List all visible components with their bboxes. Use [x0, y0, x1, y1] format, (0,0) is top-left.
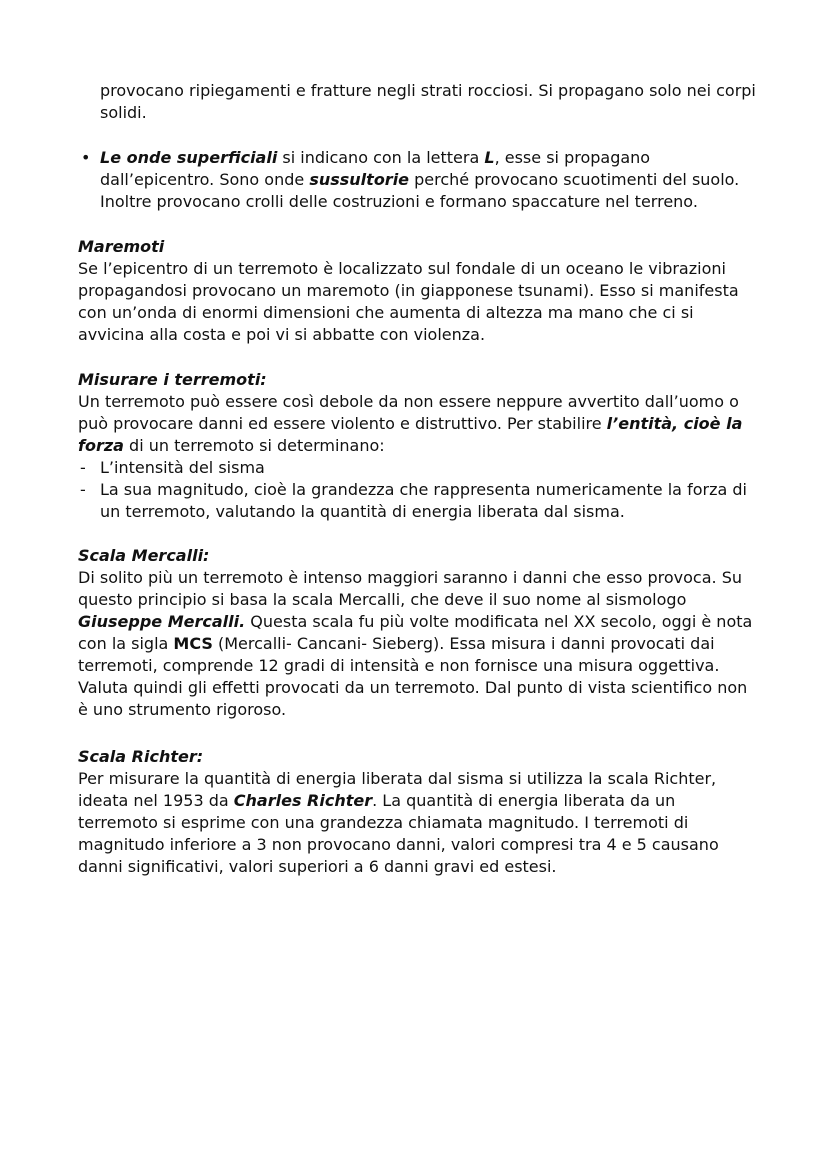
list-item	[78, 457, 758, 479]
richter-heading: Scala Richter:	[78, 747, 204, 766]
text-run: , esse si propagano dall’epicentro. Sono onde	[100, 148, 651, 189]
maremoti-section	[78, 236, 758, 346]
text-run: Un terremoto può essere così debole da non essere neppure avvertito dall’uomo o può provocare danni ed essere violento e distruttivo. Per stabilire	[78, 392, 739, 433]
text-run: (Mercalli- Cancani- Sieberg). Essa misura i danni provocati dai terremoti, comprende 12 gradi di intensità e non fornisce una misura oggettiva. Valuta quindi gli effetti provocati da un terremoto. Dal punto di vista scientifico non è uno strumento rigoroso.	[78, 634, 748, 719]
continuation-paragraph	[78, 80, 758, 124]
mercalli-section	[78, 545, 758, 721]
richter-text	[78, 768, 758, 878]
maremoti-text: Se l’epicentro di un terremoto è localizzato sul fondale di un oceano le vibrazioni propagandosi provocano un maremoto (in giapponese tsunami). Esso si manifesta con un’onda di enormi dimensioni che aumenta di altezza ma mano che ci si avvicina alla costa e poi vi si abbatte con violenza.	[78, 259, 739, 344]
list-item-text: L’intensità del sisma	[100, 458, 265, 477]
mercalli-acronym: MCS	[173, 634, 213, 653]
text-run: Di solito più un terremoto è intenso maggiori saranno i danni che esso provoca. Su questo principio si basa la scala Mercalli, che deve il suo nome al sismologo	[78, 568, 742, 609]
wave-kind: sussultorie	[309, 170, 410, 189]
misurare-emphasis: l’entità, cioè la forza	[78, 414, 743, 455]
misurare-section	[78, 369, 758, 523]
dash-marker: -	[80, 480, 86, 499]
misurare-text	[78, 391, 758, 457]
misurare-heading: Misurare i terremoti:	[78, 370, 267, 389]
bullet-icon: •	[81, 148, 91, 167]
list-item-text: La sua magnitudo, cioè la grandezza che rappresenta numericamente la forza di un terremoto, valutando la quantità di energia liberata dal sisma.	[100, 480, 747, 521]
list-item	[78, 479, 758, 523]
text-run: Per misurare la quantità di energia liberata dal sisma si utilizza la scala Richter, ideata nel 1953 da	[78, 769, 717, 810]
dash-marker: -	[80, 458, 86, 477]
richter-name: Charles Richter	[233, 791, 373, 810]
richter-section	[78, 746, 758, 878]
text-run: si indicano con la lettera	[277, 148, 485, 167]
surface-waves-text	[100, 147, 758, 213]
continuation-text: provocano ripiegamenti e fratture negli strati rocciosi. Si propagano solo nei corpi solidi.	[100, 81, 756, 122]
wave-letter: L	[484, 148, 495, 167]
mercalli-text	[78, 567, 758, 721]
text-run: Questa scala fu più volte modificata nel XX secolo, oggi è nota con la sigla	[78, 612, 753, 653]
mercalli-name: Giuseppe Mercalli.	[78, 612, 246, 631]
bullet-list-item	[78, 147, 758, 213]
text-run: perché provocano scuotimenti del suolo. Inoltre provocano crolli delle costruzioni e formano spaccature nel terreno.	[100, 170, 740, 211]
surface-waves-title: Le onde superficiali	[100, 148, 278, 167]
maremoti-heading: Maremoti	[78, 237, 165, 256]
mercalli-heading: Scala Mercalli:	[78, 546, 210, 565]
surface-waves-item	[78, 147, 758, 213]
text-run: . La quantità di energia liberata da un terremoto si esprime con una grandezza chiamata magnitudo. I terremoti di magnitudo inferiore a 3 non provocano danni, valori compresi tra 4 e 5 causano danni significativi, valori superiori a 6 danni gravi ed estesi.	[78, 791, 719, 876]
text-run: di un terremoto si determinano:	[123, 436, 385, 455]
